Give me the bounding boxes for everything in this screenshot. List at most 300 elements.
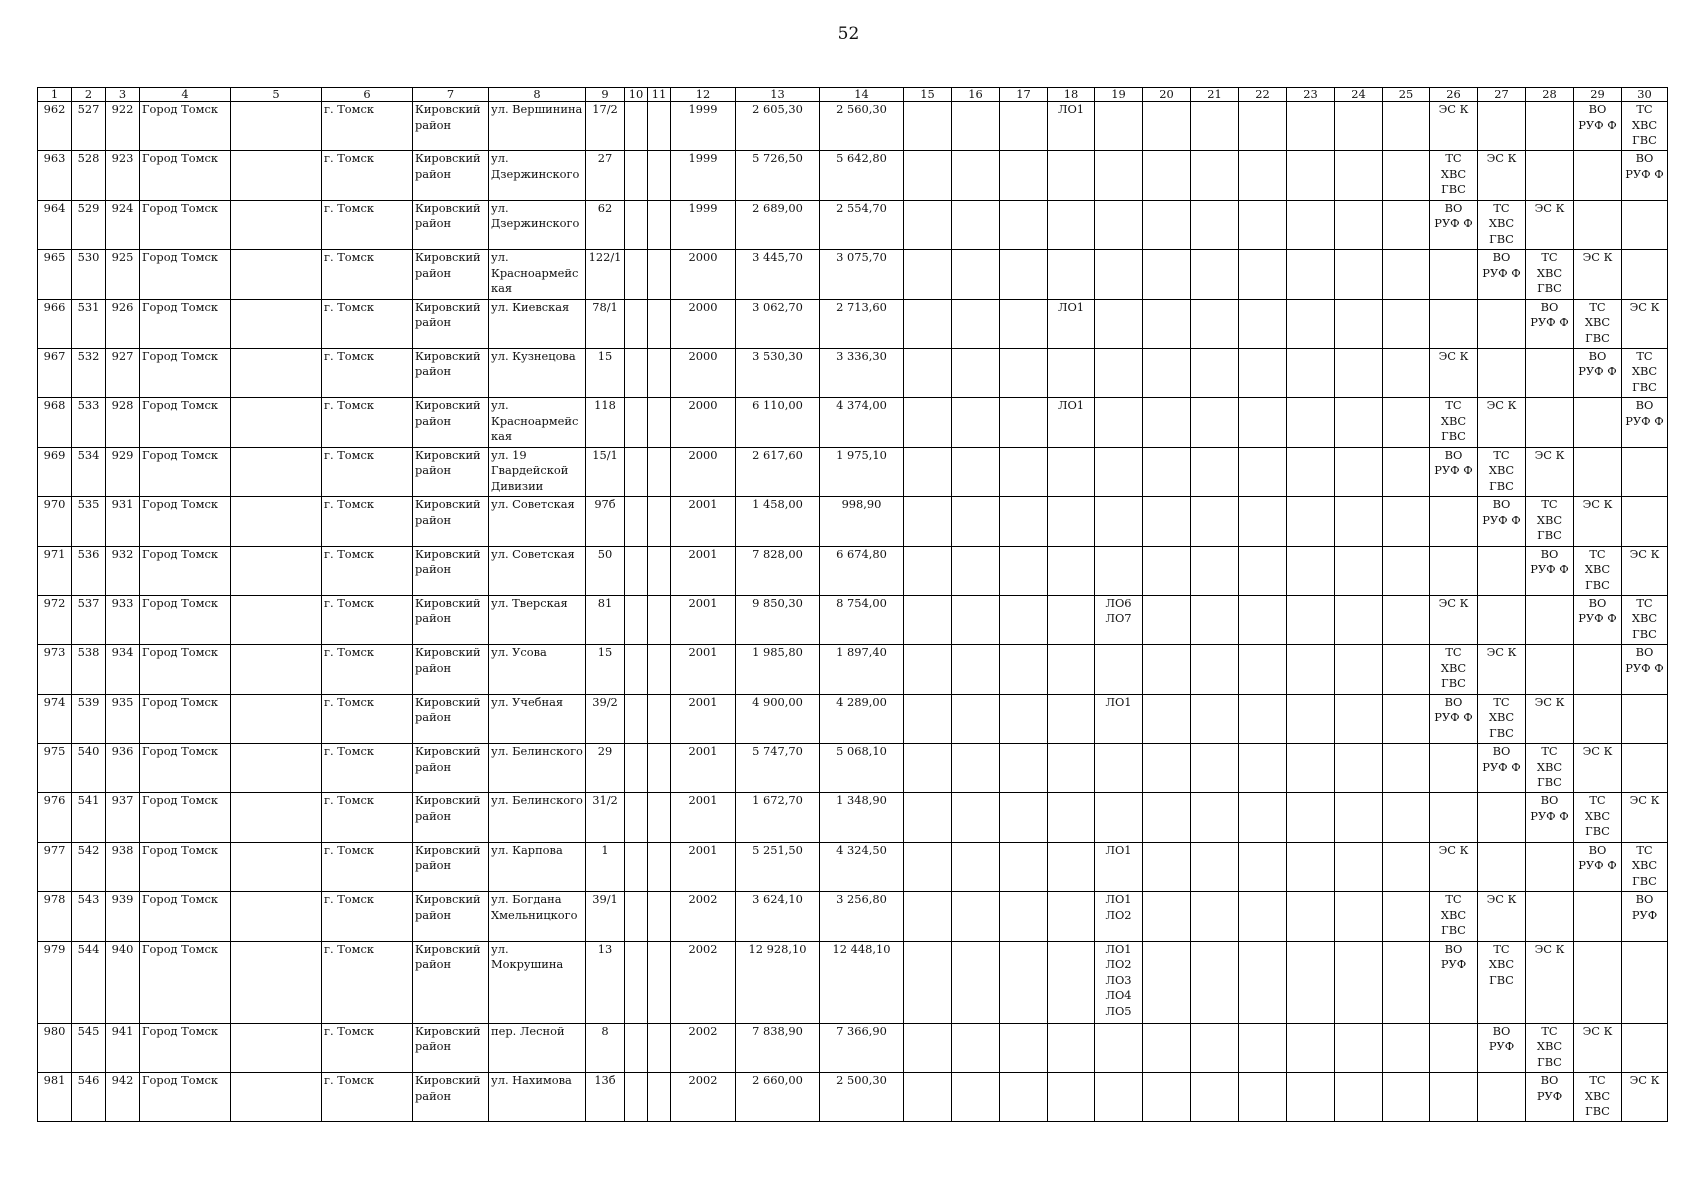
table-cell-col-21 — [1191, 1023, 1239, 1072]
table-cell-col-20 — [1143, 941, 1191, 1023]
table-cell-col-11 — [648, 892, 671, 941]
table-cell-col-4: Город Томск — [140, 842, 231, 891]
table-cell-col-20 — [1143, 200, 1191, 249]
table-cell-col-15 — [904, 694, 952, 743]
column-number-header: 1 — [38, 88, 72, 102]
table-cell-col-11 — [648, 398, 671, 447]
column-number-header: 5 — [231, 88, 322, 102]
table-cell-col-10 — [625, 348, 648, 397]
table-cell-col-27: ТС ХВС ГВС — [1478, 200, 1526, 249]
table-cell-col-7: Кировский район — [413, 398, 489, 447]
table-cell-col-16 — [952, 842, 1000, 891]
table-cell-col-27: ТС ХВС ГВС — [1478, 941, 1526, 1023]
table-cell-col-29 — [1574, 941, 1622, 1023]
table-cell-col-20 — [1143, 546, 1191, 595]
table-cell-col-28 — [1526, 151, 1574, 200]
column-number-header: 8 — [489, 88, 586, 102]
table-cell-col-19 — [1095, 447, 1143, 496]
table-cell-col-2: 543 — [72, 892, 106, 941]
table-cell-col-8: ул. Белинского — [489, 744, 586, 793]
table-cell-col-24 — [1335, 1023, 1383, 1072]
table-cell-col-9: 122/1 — [586, 250, 625, 299]
table-cell-col-25 — [1383, 348, 1430, 397]
table-cell-col-8: ул. Белинского — [489, 793, 586, 842]
table-cell-col-22 — [1239, 151, 1287, 200]
table-cell-col-21 — [1191, 447, 1239, 496]
table-cell-col-16 — [952, 1073, 1000, 1122]
table-cell-col-10 — [625, 793, 648, 842]
table-cell-col-27 — [1478, 102, 1526, 151]
table-cell-col-7: Кировский район — [413, 793, 489, 842]
table-cell-col-16 — [952, 595, 1000, 644]
table-cell-col-24 — [1335, 645, 1383, 694]
table-cell-col-28: ТС ХВС ГВС — [1526, 250, 1574, 299]
table-cell-col-5 — [231, 941, 322, 1023]
column-number-header: 21 — [1191, 88, 1239, 102]
table-cell-col-18 — [1048, 151, 1095, 200]
table-cell-col-15 — [904, 892, 952, 941]
table-cell-col-19 — [1095, 645, 1143, 694]
column-number-header: 24 — [1335, 88, 1383, 102]
table-cell-col-9: 13 — [586, 941, 625, 1023]
table-cell-col-16 — [952, 793, 1000, 842]
table-cell-col-27: ВО РУФ Ф — [1478, 497, 1526, 546]
table-cell-col-5 — [231, 595, 322, 644]
table-cell-col-12: 2002 — [671, 892, 736, 941]
table-cell-col-19: ЛО6 ЛО7 — [1095, 595, 1143, 644]
table-cell-col-11 — [648, 941, 671, 1023]
table-cell-col-20 — [1143, 447, 1191, 496]
table-row — [38, 497, 1668, 546]
table-cell-col-29 — [1574, 694, 1622, 743]
table-cell-col-24 — [1335, 102, 1383, 151]
table-cell-col-13: 12 928,10 — [736, 941, 820, 1023]
table-cell-col-7: Кировский район — [413, 645, 489, 694]
table-cell-col-30: ВО РУФ Ф — [1622, 645, 1668, 694]
table-cell-col-19 — [1095, 200, 1143, 249]
table-cell-col-30: ЭС К — [1622, 299, 1668, 348]
table-cell-col-29: ЭС К — [1574, 1023, 1622, 1072]
table-cell-col-25 — [1383, 694, 1430, 743]
table-cell-col-3: 938 — [106, 842, 140, 891]
table-cell-col-2: 531 — [72, 299, 106, 348]
table-cell-col-22 — [1239, 447, 1287, 496]
table-cell-col-11 — [648, 645, 671, 694]
table-cell-col-23 — [1287, 348, 1335, 397]
table-cell-col-21 — [1191, 398, 1239, 447]
table-cell-col-30: ЭС К — [1622, 546, 1668, 595]
table-cell-col-15 — [904, 1073, 952, 1122]
table-cell-col-11 — [648, 447, 671, 496]
table-cell-col-26 — [1430, 546, 1478, 595]
table-row — [38, 151, 1668, 200]
table-row — [38, 892, 1668, 941]
table-cell-col-25 — [1383, 1023, 1430, 1072]
table-cell-col-14: 12 448,10 — [820, 941, 904, 1023]
table-cell-col-4: Город Томск — [140, 299, 231, 348]
table-cell-col-12: 2001 — [671, 842, 736, 891]
table-cell-col-9: 29 — [586, 744, 625, 793]
table-cell-col-16 — [952, 447, 1000, 496]
table-cell-col-15 — [904, 842, 952, 891]
table-cell-col-7: Кировский район — [413, 151, 489, 200]
table-cell-col-16 — [952, 694, 1000, 743]
table-cell-col-7: Кировский район — [413, 447, 489, 496]
table-cell-col-10 — [625, 299, 648, 348]
table-cell-col-1: 967 — [38, 348, 72, 397]
table-cell-col-30: ВО РУФ Ф — [1622, 398, 1668, 447]
table-cell-col-21 — [1191, 694, 1239, 743]
table-cell-col-1: 973 — [38, 645, 72, 694]
table-cell-col-23 — [1287, 842, 1335, 891]
table-cell-col-21 — [1191, 102, 1239, 151]
table-cell-col-1: 981 — [38, 1073, 72, 1122]
table-cell-col-22 — [1239, 200, 1287, 249]
table-cell-col-13: 2 660,00 — [736, 1073, 820, 1122]
table-cell-col-20 — [1143, 595, 1191, 644]
table-cell-col-15 — [904, 102, 952, 151]
table-cell-col-26 — [1430, 744, 1478, 793]
table-cell-col-13: 7 828,00 — [736, 546, 820, 595]
table-cell-col-19 — [1095, 744, 1143, 793]
table-cell-col-29: ВО РУФ Ф — [1574, 102, 1622, 151]
table-cell-col-8: ул. 19 Гвардейской Дивизии — [489, 447, 586, 496]
table-cell-col-1: 980 — [38, 1023, 72, 1072]
table-cell-col-3: 926 — [106, 299, 140, 348]
table-row — [38, 1073, 1668, 1122]
table-row — [38, 645, 1668, 694]
table-cell-col-6: г. Томск — [322, 1073, 413, 1122]
table-cell-col-4: Город Томск — [140, 348, 231, 397]
table-cell-col-17 — [1000, 744, 1048, 793]
table-cell-col-30: ВО РУФ Ф — [1622, 151, 1668, 200]
page-number: 52 — [837, 24, 860, 44]
table-cell-col-8: ул. Нахимова — [489, 1073, 586, 1122]
table-cell-col-28: ТС ХВС ГВС — [1526, 744, 1574, 793]
table-cell-col-18 — [1048, 497, 1095, 546]
table-cell-col-19: ЛО1 ЛО2 — [1095, 892, 1143, 941]
table-cell-col-13: 3 445,70 — [736, 250, 820, 299]
table-cell-col-25 — [1383, 546, 1430, 595]
table-cell-col-22 — [1239, 1023, 1287, 1072]
table-cell-col-3: 933 — [106, 595, 140, 644]
table-cell-col-15 — [904, 546, 952, 595]
table-cell-col-18 — [1048, 1073, 1095, 1122]
table-cell-col-5 — [231, 694, 322, 743]
table-cell-col-26: ВО РУФ Ф — [1430, 200, 1478, 249]
table-cell-col-29 — [1574, 200, 1622, 249]
table-cell-col-1: 977 — [38, 842, 72, 891]
table-cell-col-4: Город Томск — [140, 793, 231, 842]
table-cell-col-1: 978 — [38, 892, 72, 941]
table-cell-col-17 — [1000, 1023, 1048, 1072]
table-cell-col-16 — [952, 941, 1000, 1023]
table-cell-col-7: Кировский район — [413, 694, 489, 743]
table-cell-col-21 — [1191, 892, 1239, 941]
table-row — [38, 941, 1668, 1023]
table-cell-col-7: Кировский район — [413, 102, 489, 151]
table-cell-col-2: 527 — [72, 102, 106, 151]
table-cell-col-22 — [1239, 842, 1287, 891]
table-cell-col-22 — [1239, 546, 1287, 595]
table-cell-col-28 — [1526, 842, 1574, 891]
column-number-header: 20 — [1143, 88, 1191, 102]
table-row — [38, 102, 1668, 151]
table-row — [38, 200, 1668, 249]
column-number-header: 12 — [671, 88, 736, 102]
table-cell-col-16 — [952, 497, 1000, 546]
table-cell-col-15 — [904, 250, 952, 299]
table-cell-col-5 — [231, 102, 322, 151]
table-cell-col-14: 998,90 — [820, 497, 904, 546]
table-cell-col-29: ЭС К — [1574, 497, 1622, 546]
table-cell-col-3: 924 — [106, 200, 140, 249]
table-cell-col-26 — [1430, 250, 1478, 299]
table-cell-col-6: г. Томск — [322, 941, 413, 1023]
table-cell-col-28 — [1526, 645, 1574, 694]
table-cell-col-24 — [1335, 793, 1383, 842]
table-cell-col-24 — [1335, 348, 1383, 397]
table-cell-col-6: г. Томск — [322, 348, 413, 397]
table-cell-col-9: 62 — [586, 200, 625, 249]
column-number-header: 2 — [72, 88, 106, 102]
table-cell-col-20 — [1143, 1023, 1191, 1072]
column-number-header: 22 — [1239, 88, 1287, 102]
table-cell-col-25 — [1383, 892, 1430, 941]
table-row — [38, 1023, 1668, 1072]
table-cell-col-23 — [1287, 546, 1335, 595]
table-cell-col-28: ТС ХВС ГВС — [1526, 1023, 1574, 1072]
table-cell-col-30: ТС ХВС ГВС — [1622, 348, 1668, 397]
table-cell-col-17 — [1000, 546, 1048, 595]
table-cell-col-21 — [1191, 842, 1239, 891]
table-cell-col-18 — [1048, 595, 1095, 644]
table-cell-col-7: Кировский район — [413, 200, 489, 249]
table-cell-col-1: 972 — [38, 595, 72, 644]
table-cell-col-20 — [1143, 398, 1191, 447]
table-cell-col-18 — [1048, 941, 1095, 1023]
table-cell-col-29: ВО РУФ Ф — [1574, 348, 1622, 397]
table-cell-col-14: 3 256,80 — [820, 892, 904, 941]
table-cell-col-29: ВО РУФ Ф — [1574, 595, 1622, 644]
table-cell-col-3: 925 — [106, 250, 140, 299]
table-cell-col-27 — [1478, 1073, 1526, 1122]
table-cell-col-20 — [1143, 645, 1191, 694]
table-cell-col-24 — [1335, 694, 1383, 743]
table-cell-col-11 — [648, 546, 671, 595]
table-cell-col-8: ул. Киевская — [489, 299, 586, 348]
table-cell-col-28: ВО РУФ — [1526, 1073, 1574, 1122]
table-cell-col-14: 3 075,70 — [820, 250, 904, 299]
table-cell-col-4: Город Томск — [140, 941, 231, 1023]
table-cell-col-22 — [1239, 694, 1287, 743]
table-cell-col-10 — [625, 151, 648, 200]
column-number-header: 18 — [1048, 88, 1095, 102]
table-cell-col-12: 2000 — [671, 398, 736, 447]
table-cell-col-19 — [1095, 151, 1143, 200]
table-cell-col-13: 5 726,50 — [736, 151, 820, 200]
table-cell-col-12: 2002 — [671, 1073, 736, 1122]
table-cell-col-14: 3 336,30 — [820, 348, 904, 397]
table-cell-col-17 — [1000, 694, 1048, 743]
table-cell-col-16 — [952, 151, 1000, 200]
table-cell-col-8: ул. Советская — [489, 546, 586, 595]
table-cell-col-12: 2001 — [671, 595, 736, 644]
table-cell-col-9: 50 — [586, 546, 625, 595]
table-cell-col-17 — [1000, 595, 1048, 644]
table-cell-col-3: 922 — [106, 102, 140, 151]
table-cell-col-27: ЭС К — [1478, 151, 1526, 200]
table-cell-col-10 — [625, 645, 648, 694]
table-cell-col-14: 5 642,80 — [820, 151, 904, 200]
table-cell-col-24 — [1335, 151, 1383, 200]
table-cell-col-26 — [1430, 299, 1478, 348]
table-cell-col-6: г. Томск — [322, 151, 413, 200]
table-cell-col-29 — [1574, 447, 1622, 496]
table-cell-col-11 — [648, 1073, 671, 1122]
table-cell-col-5 — [231, 299, 322, 348]
table-cell-col-3: 942 — [106, 1073, 140, 1122]
table-cell-col-11 — [648, 793, 671, 842]
table-cell-col-18 — [1048, 744, 1095, 793]
table-cell-col-9: 39/2 — [586, 694, 625, 743]
table-cell-col-23 — [1287, 200, 1335, 249]
table-cell-col-11 — [648, 348, 671, 397]
table-row — [38, 694, 1668, 743]
table-cell-col-23 — [1287, 447, 1335, 496]
table-cell-col-25 — [1383, 497, 1430, 546]
table-cell-col-21 — [1191, 151, 1239, 200]
table-cell-col-19 — [1095, 1023, 1143, 1072]
table-cell-col-12: 2001 — [671, 546, 736, 595]
table-cell-col-29: ЭС К — [1574, 250, 1622, 299]
table-cell-col-10 — [625, 1023, 648, 1072]
table-cell-col-11 — [648, 744, 671, 793]
table-cell-col-5 — [231, 744, 322, 793]
column-number-header: 3 — [106, 88, 140, 102]
column-number-header: 28 — [1526, 88, 1574, 102]
table-cell-col-16 — [952, 299, 1000, 348]
table-cell-col-30 — [1622, 497, 1668, 546]
table-cell-col-10 — [625, 200, 648, 249]
table-cell-col-16 — [952, 200, 1000, 249]
table-cell-col-4: Город Томск — [140, 892, 231, 941]
table-cell-col-30: ЭС К — [1622, 1073, 1668, 1122]
table-cell-col-28: ЭС К — [1526, 200, 1574, 249]
table-cell-col-22 — [1239, 793, 1287, 842]
table-cell-col-2: 546 — [72, 1073, 106, 1122]
column-number-header: 7 — [413, 88, 489, 102]
table-cell-col-12: 2001 — [671, 645, 736, 694]
table-cell-col-21 — [1191, 299, 1239, 348]
table-cell-col-8: ул. Учебная — [489, 694, 586, 743]
table-cell-col-24 — [1335, 546, 1383, 595]
table-cell-col-7: Кировский район — [413, 497, 489, 546]
table-cell-col-11 — [648, 842, 671, 891]
table-cell-col-28 — [1526, 102, 1574, 151]
table-cell-col-1: 974 — [38, 694, 72, 743]
table-cell-col-13: 1 672,70 — [736, 793, 820, 842]
table-cell-col-2: 532 — [72, 348, 106, 397]
table-cell-col-21 — [1191, 348, 1239, 397]
table-cell-col-8: ул. Мокрушина — [489, 941, 586, 1023]
column-number-header: 23 — [1287, 88, 1335, 102]
table-cell-col-26: ЭС К — [1430, 348, 1478, 397]
table-cell-col-27: ВО РУФ Ф — [1478, 250, 1526, 299]
table-cell-col-14: 8 754,00 — [820, 595, 904, 644]
table-cell-col-25 — [1383, 1073, 1430, 1122]
table-cell-col-25 — [1383, 744, 1430, 793]
table-cell-col-12: 2000 — [671, 447, 736, 496]
table-cell-col-24 — [1335, 398, 1383, 447]
table-cell-col-16 — [952, 398, 1000, 447]
table-cell-col-10 — [625, 694, 648, 743]
table-cell-col-18: ЛО1 — [1048, 102, 1095, 151]
table-cell-col-26: ТС ХВС ГВС — [1430, 151, 1478, 200]
table-cell-col-13: 5 747,70 — [736, 744, 820, 793]
table-row — [38, 842, 1668, 891]
table-cell-col-8: ул. Усова — [489, 645, 586, 694]
table-cell-col-26: ТС ХВС ГВС — [1430, 645, 1478, 694]
table-row — [38, 744, 1668, 793]
table-cell-col-23 — [1287, 694, 1335, 743]
table-cell-col-3: 937 — [106, 793, 140, 842]
table-cell-col-9: 15 — [586, 348, 625, 397]
table-cell-col-15 — [904, 497, 952, 546]
table-cell-col-15 — [904, 299, 952, 348]
table-cell-col-25 — [1383, 250, 1430, 299]
table-cell-col-7: Кировский район — [413, 250, 489, 299]
table-cell-col-25 — [1383, 398, 1430, 447]
table-cell-col-19: ЛО1 ЛО2 ЛО3 ЛО4 ЛО5 — [1095, 941, 1143, 1023]
column-number-header: 17 — [1000, 88, 1048, 102]
table-cell-col-18 — [1048, 793, 1095, 842]
table-cell-col-16 — [952, 250, 1000, 299]
table-cell-col-7: Кировский район — [413, 941, 489, 1023]
column-number-header: 19 — [1095, 88, 1143, 102]
table-cell-col-13: 3 624,10 — [736, 892, 820, 941]
table-cell-col-13: 4 900,00 — [736, 694, 820, 743]
table-cell-col-12: 1999 — [671, 102, 736, 151]
table-cell-col-13: 6 110,00 — [736, 398, 820, 447]
table-cell-col-9: 118 — [586, 398, 625, 447]
table-cell-col-2: 542 — [72, 842, 106, 891]
table-cell-col-29 — [1574, 645, 1622, 694]
table-cell-col-1: 976 — [38, 793, 72, 842]
table-cell-col-27: ЭС К — [1478, 398, 1526, 447]
table-cell-col-2: 544 — [72, 941, 106, 1023]
table-cell-col-11 — [648, 1023, 671, 1072]
table-cell-col-9: 31/2 — [586, 793, 625, 842]
table-cell-col-13: 7 838,90 — [736, 1023, 820, 1072]
table-cell-col-9: 1 — [586, 842, 625, 891]
table-cell-col-25 — [1383, 299, 1430, 348]
table-cell-col-2: 533 — [72, 398, 106, 447]
table-cell-col-29: ВО РУФ Ф — [1574, 842, 1622, 891]
table-cell-col-23 — [1287, 1023, 1335, 1072]
table-cell-col-3: 935 — [106, 694, 140, 743]
table-cell-col-19 — [1095, 398, 1143, 447]
table-cell-col-13: 2 617,60 — [736, 447, 820, 496]
table-cell-col-30 — [1622, 250, 1668, 299]
table-cell-col-20 — [1143, 250, 1191, 299]
table-cell-col-4: Город Томск — [140, 151, 231, 200]
table-cell-col-14: 1 348,90 — [820, 793, 904, 842]
table-cell-col-12: 2001 — [671, 497, 736, 546]
table-cell-col-8: ул. Кузнецова — [489, 348, 586, 397]
table-cell-col-15 — [904, 1023, 952, 1072]
table-cell-col-11 — [648, 299, 671, 348]
